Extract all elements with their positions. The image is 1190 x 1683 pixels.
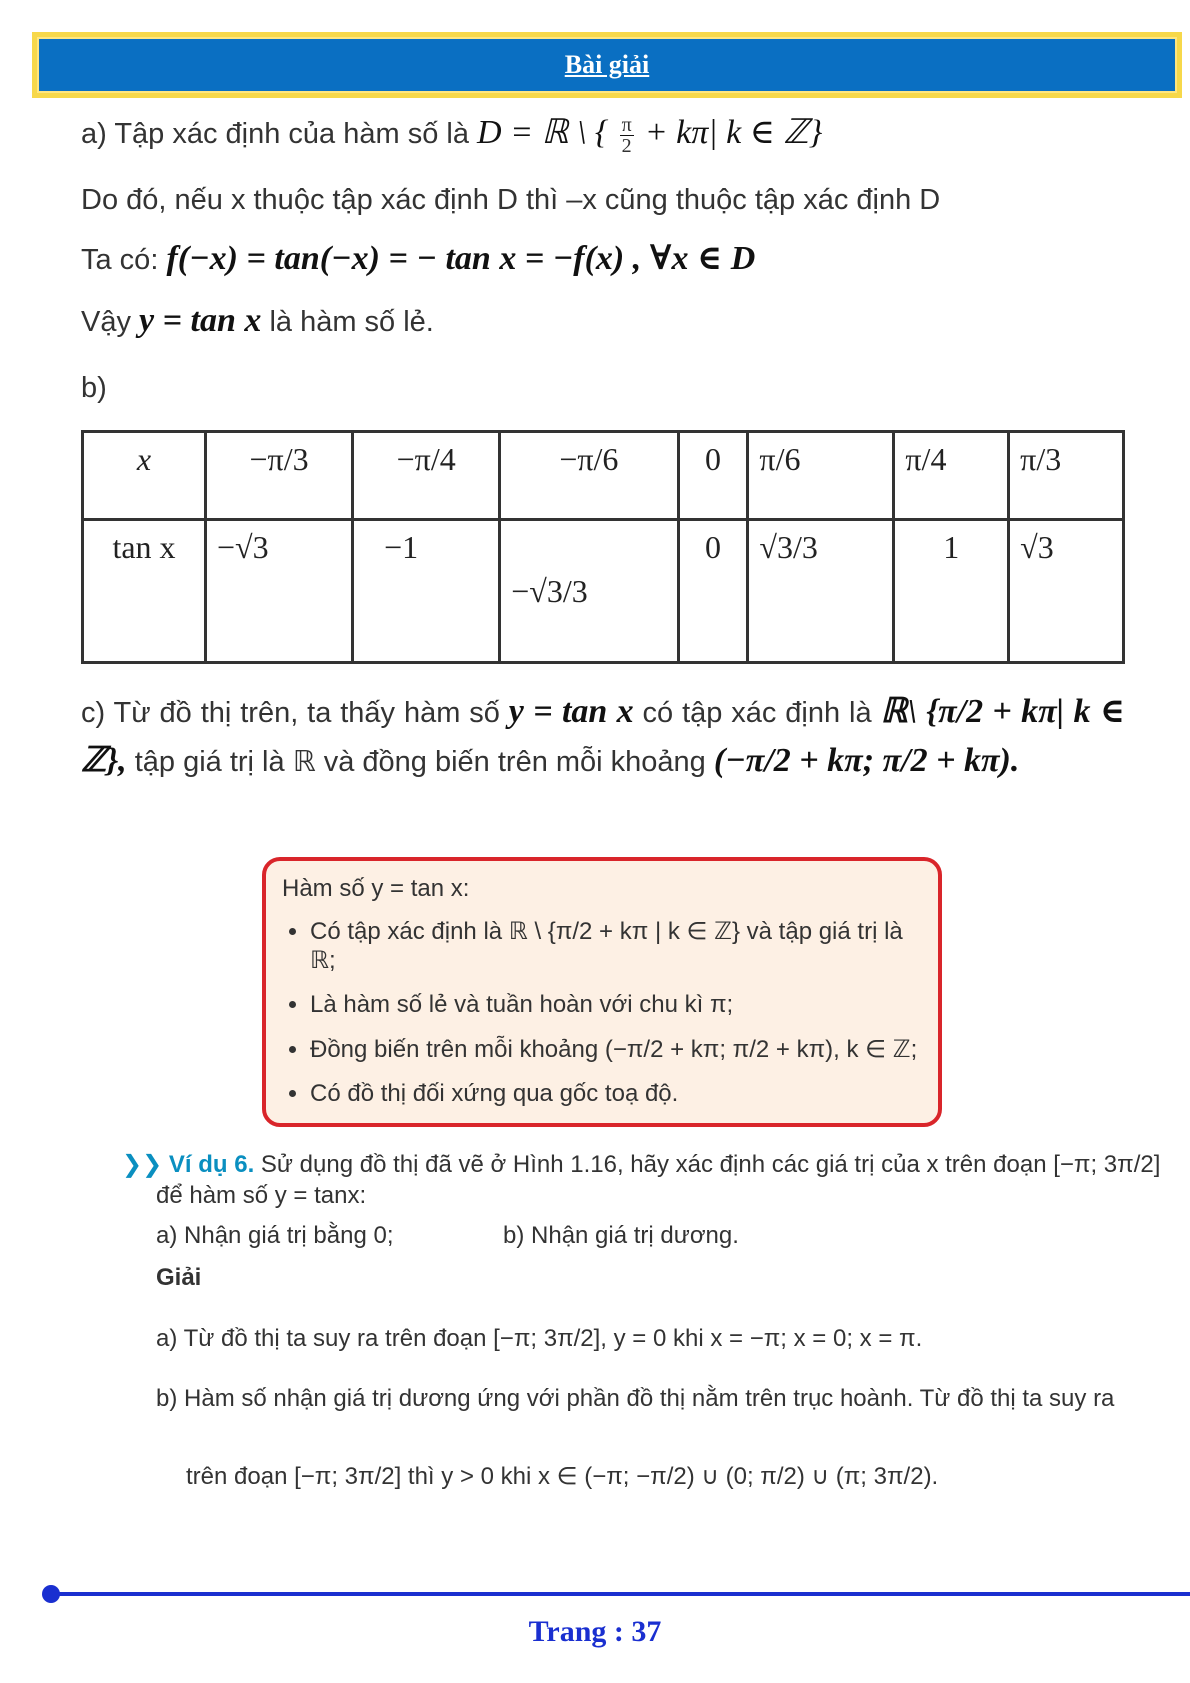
part-c-math3: (−π/2 + kπ; π/2 + kπ). — [713, 742, 1020, 779]
solution-a: a) Từ đồ thị ta suy ra trên đoạn [−π; 3π/2], y = 0 khi x = −π; x = 0; x = π. — [156, 1325, 923, 1352]
table-head-tan: tan x — [83, 520, 206, 663]
part-c-math1: y = tan x — [508, 693, 634, 730]
example-title: Ví dụ 6. — [168, 1151, 255, 1178]
summary-item: • Có tập xác định là ℝ \ {π/2 + kπ | k ∈ ℤ} và tập giá trị là ℝ; — [310, 917, 922, 975]
table-row-tan — [83, 520, 1124, 663]
part-c-text2: có tập xác định là — [642, 697, 872, 729]
pi-over-2-frac: $\frac{\pi}{2}$ — [621, 113, 632, 157]
summary-item: • Đồng biến trên mỗi khoảng (−π/2 + kπ; π/2 + kπ), k ∈ ℤ; — [310, 1035, 922, 1064]
table-head-x: x — [83, 432, 206, 520]
table-cell: 0 — [678, 520, 748, 663]
footer-dot-icon — [42, 1585, 60, 1603]
summary-title: Hàm số y = tan x: — [282, 875, 470, 902]
table-row-x — [83, 432, 1124, 520]
solution-label: Giải — [156, 1264, 202, 1291]
part-a-line4-math: y = tan x — [139, 302, 262, 339]
part-a-line4 — [81, 302, 434, 340]
example-question-a: a) Nhận giá trị bằng 0; — [156, 1222, 394, 1249]
table-cell: −√3/3 — [500, 520, 678, 663]
part-a-line2: Do đó, nếu x thuộc tập xác định D thì –x cũng thuộc tập xác định D — [81, 184, 941, 216]
table-cell: 0 — [678, 432, 748, 520]
table-cell: 1 — [894, 520, 1009, 663]
part-a-line1-math: D = ℝ \ { — [477, 114, 609, 151]
part-a-line1 — [81, 112, 822, 156]
header-banner — [32, 32, 1182, 98]
table-cell: −π/3 — [206, 432, 353, 520]
example-title-icon: ❯❯ — [122, 1151, 163, 1178]
table-cell: −√3 — [206, 520, 353, 663]
header-inner — [37, 37, 1177, 93]
summary-item: • Là hàm số lẻ và tuần hoàn với chu kì π; — [310, 991, 922, 1019]
part-a-line3-text: Ta có: — [81, 244, 159, 276]
part-a-line1-text: a) Tập xác định của hàm số là — [81, 118, 469, 150]
table-cell: π/3 — [1009, 432, 1124, 520]
solution-b1: b) Hàm số nhận giá trị dương ứng với phần đồ thị nằm trên trục hoành. Từ đồ thị ta suy ra — [156, 1385, 1115, 1412]
part-a-line3 — [81, 238, 755, 278]
example-text: Sử dụng đồ thị đã vẽ ở Hình 1.16, hãy xác định các giá trị của x trên đoạn [−π; 3π/2] — [260, 1151, 1161, 1178]
part-a-line4-post: là hàm số lẻ. — [269, 306, 434, 338]
table-cell: π/4 — [894, 432, 1009, 520]
example-question-b: b) Nhận giá trị dương. — [503, 1222, 739, 1249]
table-cell: −π/4 — [353, 432, 500, 520]
table-cell: −π/6 — [500, 432, 678, 520]
part-c-text1: c) Từ đồ thị trên, ta thấy hàm số — [81, 697, 500, 729]
summary-list — [282, 917, 922, 1108]
part-c-text3: tập giá trị là ℝ và đồng biến trên mỗi khoảng — [134, 746, 706, 778]
page-number: Trang : 37 — [528, 1615, 662, 1648]
table-cell: π/6 — [748, 432, 894, 520]
summary-item: • Có đồ thị đối xứng qua gốc toạ độ. — [310, 1080, 922, 1108]
example-line1 — [122, 1150, 1160, 1179]
tan-values-table — [81, 430, 1125, 664]
solution-b2: trên đoạn [−π; 3π/2] thì y > 0 khi x ∈ (−π; −π/2) ∪ (0; π/2) ∪ (π; 3π/2). — [186, 1463, 939, 1490]
summary-box — [262, 857, 942, 1127]
part-a-line3-math: f(−x) = tan(−x) = − tan x = −f(x) , ∀x ∈ D — [166, 240, 756, 277]
part-a-line4-pre: Vậy — [81, 306, 131, 338]
table-cell: −1 — [353, 520, 500, 663]
table-cell: √3 — [1009, 520, 1124, 663]
footer-divider — [50, 1592, 1190, 1596]
part-c-math2: ℝ\ {π/2 + kπ| k ∈ ℤ}, — [81, 693, 1126, 779]
table-cell: √3/3 — [748, 520, 894, 663]
header-title: Bài giải — [564, 50, 650, 79]
example-line2: để hàm số y = tanx: — [156, 1182, 367, 1209]
part-c-paragraph — [81, 688, 1125, 786]
part-b-label: b) — [81, 372, 107, 404]
part-a-line1-math-tail: + kπ| k ∈ ℤ} — [644, 114, 823, 151]
